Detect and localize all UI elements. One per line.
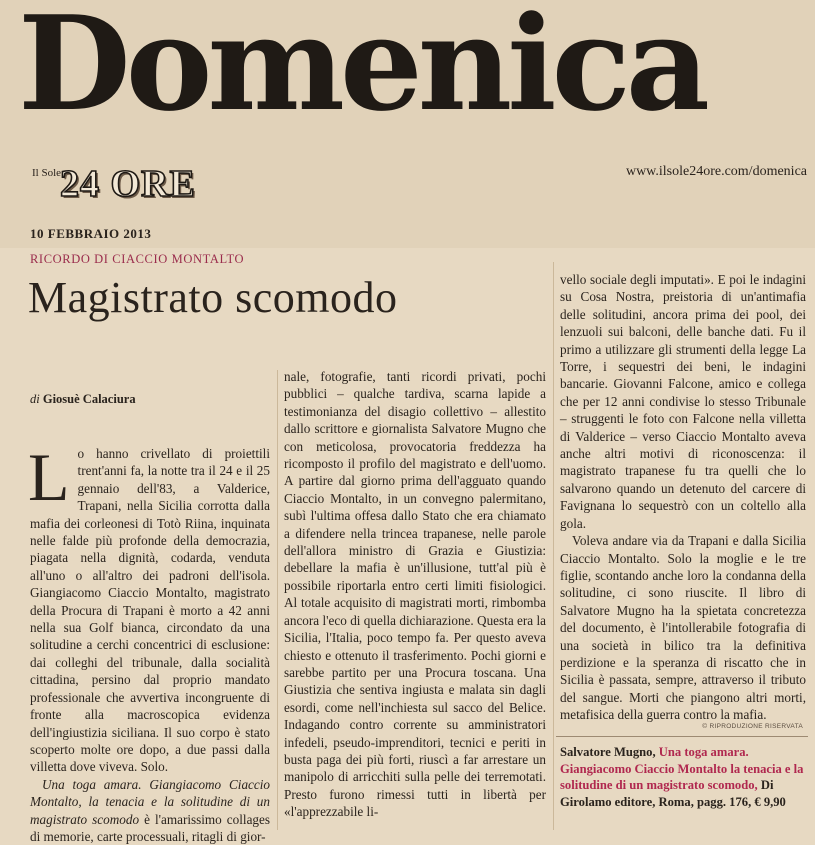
byline-prefix: di	[30, 392, 40, 406]
paragraph-text: vello sociale degli imputati». E poi le indagini su Cosa Nostra, preistoria di un'antimafia delle solitudini, ancora prima dei pool, dei lenzuoli sui balconi, delle banche dati. Fu il primo a utilizzare gli strumenti della legge La Torre, i sequestri dei beni, le indagini bancarie. Giovanni Falcone, amico e collega che per 12 anni condivise lo stesso Tribunale – struggenti le foto con Falcone nella villetta di Valderice – verso Ciaccio Montalto aveva anche altri motivi di riconoscenza: il magistrato trapanese fu tra quelli che lo salvarono quando un detenuto del carcere di Favignana lo sequestrò con un coltello alla gola.	[560, 272, 806, 531]
brand-logo-24ore: 24 ORE	[60, 163, 196, 205]
article-column-3	[560, 271, 806, 724]
paragraph-text: nale, fotografie, tanti ricordi privati, pochi pubblici – qualche tardiva, scarna lapide a testimonianza del disagio collettivo – allestito dallo scrittore e giornalista Salvatore Mugno che con meticolosa, provocatoria freddezza ha ricomposto il profilo del magistrato e dell'uomo. A partire dal giorno prima dell'agguato quando Ciaccio Montalto, in un convegno palermitano, subì l'ultima offesa dallo Stato che era chiamato a difendere nella trincea trapanese, nelle parole dell'allora ministro di Grazia e Giustizia: debellare la mafia è un'illusione, tutt'al più è possibile riportarla entro certi limiti fisiologici. Al totale acquisito di magistrati morti, rimbomba ancora l'eco di quella dichiarazione. Questa era la Sicilia, l'Italia, poco tempo fa. Per questo aveva chiesto e ottenuto il trasferimento. Pochi giorni e sarebbe partito per una Procura toscana. Una Giustizia che sentiva ingiusta e malata sin dagli esordi, come nell'inchiesta sul sacco del Belice. Indagando contro corrente su amministratori infedeli, pseudo-imprenditori, tecnici e periti in busta paga dei più forti, riuscì a far arrestare un manipolo di arricchiti sulla pelle dei terremotati. Presto furono rimessi tutti in libertà per «l'apprezzabile li-	[284, 369, 546, 820]
drop-cap: L	[28, 439, 70, 515]
paragraph-text: o hanno crivellato di proiettili trent'anni fa, la notte tra il 24 e il 25 gennaio dell'83, a Valderice, Trapani, nella Sicilia corrotta dalla mafia dei corleonesi di Totò Riina, inquinata nelle falde più profonde della democrazia, piagata nella dignità, codarda, venduta all'uno o all'altro dei padroni dell'isola. Giangiacomo Ciaccio Montalto, magistrato della Procura di Trapani è morto a 42 anni nella sua Golf bianca, circondato da una solitudine a cerchi concentrici di esclusione: dai colleghi del tribunale, dalla socialità cittadina, persino dal proprio mandato professionale che avvertiva incongruente di fronte alla macroscopica evidenza dell'ingiustizia siciliana. Il suo corpo è stato scoperto molte ore dopo, a due passi dalla villetta dove viveva. Solo.	[30, 446, 270, 775]
byline	[30, 392, 136, 407]
article-column-1	[28, 439, 270, 845]
book-info	[560, 744, 806, 810]
paragraph-text: è l'amarissimo collages di memorie, carte processuali, ritagli di gior-	[30, 811, 270, 844]
brand-logo-small: Il Sole	[32, 167, 62, 179]
article-headline: Magistrato scomodo	[28, 273, 398, 322]
article-column-2	[284, 368, 546, 821]
book-author: Salvatore Mugno,	[560, 745, 656, 759]
byline-author: Giosuè Calaciura	[42, 392, 136, 406]
copyright-notice: © RIPRODUZIONE RISERVATA	[702, 723, 803, 730]
column-divider	[553, 262, 554, 830]
book-info-divider	[556, 736, 808, 737]
masthead-title: Domenica	[18, 0, 705, 140]
paragraph-text: Voleva andare via da Trapani e dalla Sicilia Ciaccio Montalto. Solo la moglie e le tre figlie, scontando anche loro la condanna della solitudine, ci sono riuscite. Il libro di Salvatore Mugno ha la spietata concretezza del documento, è l'intollerabile fotografia di una società in bilico tra la definitiva perdizione e la speranza di riscatto che in Sicilia è passata, sempre, attraverso il tributo del sangue. Morti che piangono altri morti, metafisica della guerra contro la mafia.	[560, 533, 806, 723]
column-divider	[277, 370, 278, 830]
article-kicker: RICORDO DI CIACCIO MONTALTO	[30, 252, 245, 266]
site-url: www.ilsole24ore.com/domenica	[625, 164, 807, 179]
book-title-italic: Una toga amara. Giangiacomo Ciaccio Montalto, la tenacia e la solitudine di un magistrato scomodo	[30, 776, 270, 827]
issue-date: 10 FEBBRAIO 2013	[30, 226, 152, 241]
book-details: Di Girolamo editore, Roma, pagg. 176, € 9,90	[560, 778, 786, 809]
book-title: Una toga amara. Giangiacomo Ciaccio Montalto la tenacia e la solitudine di un magistrato scomodo,	[560, 745, 804, 792]
